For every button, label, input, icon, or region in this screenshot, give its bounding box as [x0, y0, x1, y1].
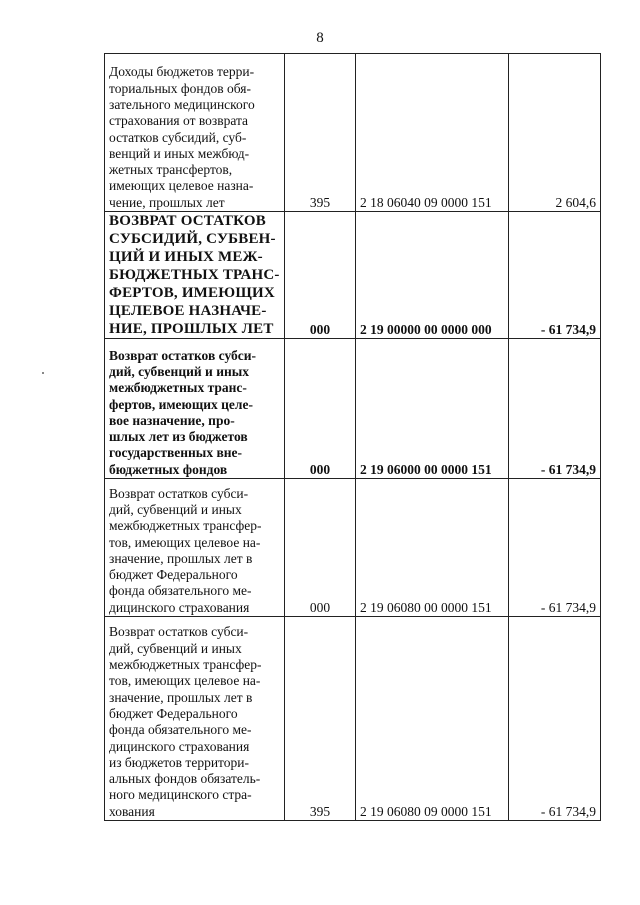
- table-row: [105, 54, 601, 212]
- row-admin-code-cell: [285, 479, 356, 617]
- row-name: Возврат остатков субси- дий, субвенций и иных межбюджетных трансфер- тов, имеющих целевое на- значение, прошлых лет в бюджет Федерального фонда обязательного ме- дицинского страхования из бюджетов территори- альных фондов обязатель- ного медицинского стра- хования: [109, 624, 262, 819]
- row-amount-cell: [509, 339, 601, 479]
- row-amount-cell: [509, 212, 601, 339]
- row-amount: 2 604,6: [555, 194, 596, 210]
- row-name-cell: [105, 339, 285, 479]
- row-amount: - 61 734,9: [540, 461, 596, 477]
- row-budget-code-cell: [356, 339, 509, 479]
- table-row: [105, 339, 601, 479]
- row-budget-code: 2 18 06040 09 0000 151: [360, 194, 492, 210]
- row-amount-cell: [509, 479, 601, 617]
- row-name: Возврат остатков субси- дий, субвенций и иных межбюджетных трансфер- тов, имеющих целевое на- значение, прошлых лет в бюджет Федерального фонда обязательного ме- дицинского страхования: [109, 485, 262, 615]
- row-admin-code-cell: [285, 212, 356, 339]
- row-name: Возврат остатков субси- дий, субвенций и иных межбюджетных транс- фертов, имеющих целе- вое назначение, про- шлых лет из бюджетов государственных вне- бюджетных фондов: [109, 347, 257, 477]
- row-name-cell: [105, 212, 285, 339]
- row-budget-code-cell: [356, 54, 509, 212]
- table-row: [105, 617, 601, 821]
- row-admin-code-cell: [285, 339, 356, 479]
- row-admin-code-cell: [285, 54, 356, 212]
- row-admin-code: 000: [309, 321, 331, 337]
- row-budget-code-cell: [356, 479, 509, 617]
- scan-artifact-dot: [42, 372, 44, 374]
- row-amount: - 61 734,9: [540, 803, 596, 819]
- row-amount-cell: [509, 617, 601, 821]
- row-budget-code: 2 19 06000 00 0000 151: [360, 461, 492, 477]
- row-budget-code-cell: [356, 617, 509, 821]
- row-budget-code: 2 19 00000 00 0000 000: [360, 321, 492, 337]
- row-admin-code: 000: [309, 461, 331, 477]
- row-name-cell: [105, 617, 285, 821]
- table-row: [105, 479, 601, 617]
- row-name: ВОЗВРАТ ОСТАТКОВ СУБСИДИЙ, СУБВЕН- ЦИЙ И ИНЫХ МЕЖ- БЮДЖЕТНЫХ ТРАНС- ФЕРТОВ, ИМЕЮЩИХ ЦЕЛЕВОЕ НАЗНАЧЕ- НИЕ, ПРОШЛЫХ ЛЕТ: [109, 213, 280, 337]
- row-name-cell: [105, 54, 285, 212]
- page-number: 8: [316, 30, 324, 46]
- row-amount: - 61 734,9: [540, 599, 596, 615]
- table-row: [105, 212, 601, 339]
- row-admin-code-cell: [285, 617, 356, 821]
- row-amount: - 61 734,9: [540, 321, 596, 337]
- row-name-cell: [105, 479, 285, 617]
- row-budget-code-cell: [356, 212, 509, 339]
- row-name: Доходы бюджетов терри- ториальных фондов обя- зательного медицинского страхования от возврата остатков субсидий, суб- венций и иных межбюд- жетных трансфертов, имеющих целевое назна- чение, прошлых лет: [109, 64, 255, 210]
- budget-table: [104, 53, 601, 821]
- row-amount-cell: [509, 54, 601, 212]
- row-budget-code: 2 19 06080 09 0000 151: [360, 803, 492, 819]
- row-admin-code: 395: [309, 803, 331, 819]
- row-admin-code: 000: [309, 599, 331, 615]
- row-admin-code: 395: [309, 194, 331, 210]
- row-budget-code: 2 19 06080 00 0000 151: [360, 599, 492, 615]
